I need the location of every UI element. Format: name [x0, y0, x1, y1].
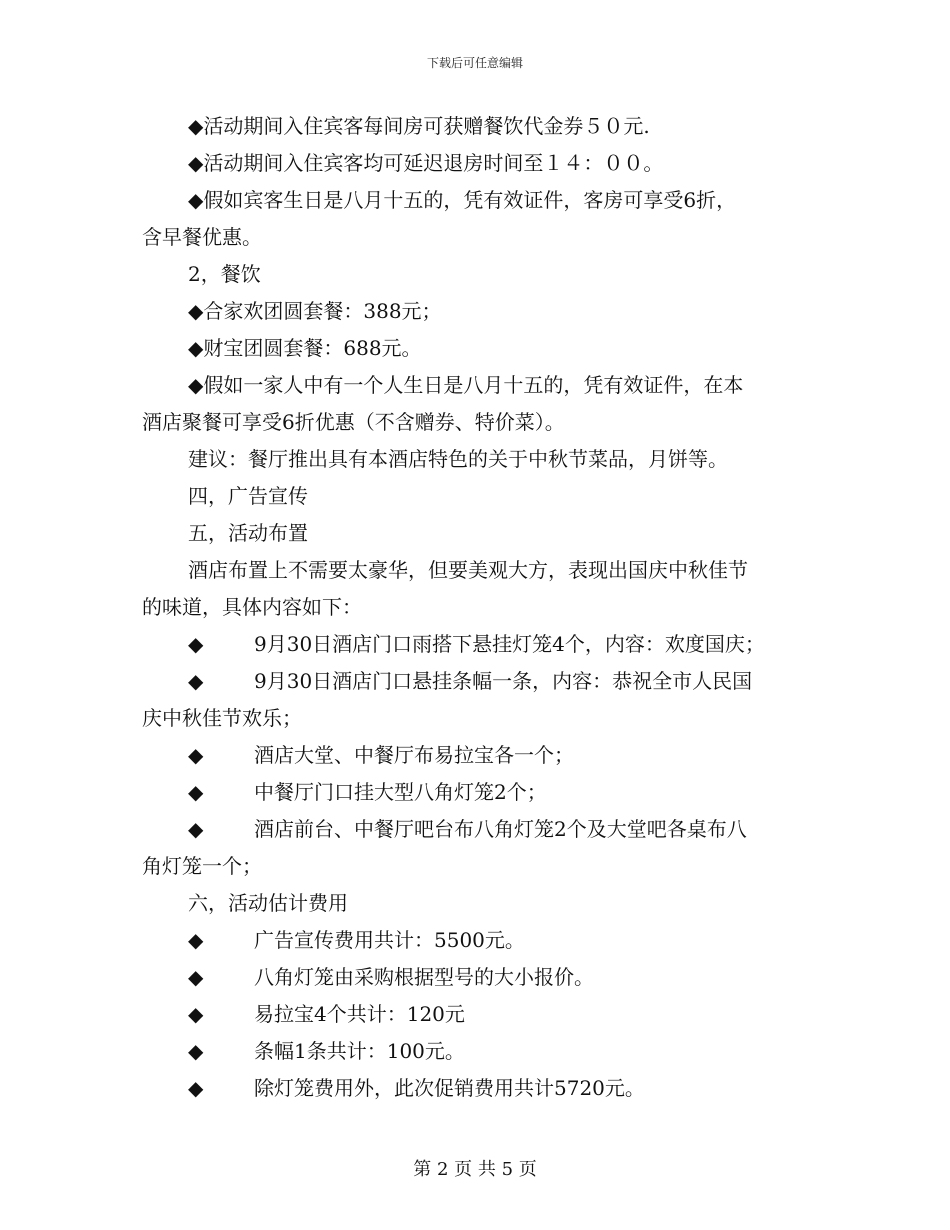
bullet-text: 八角灯笼由采购根据型号的大小报价。: [254, 965, 594, 989]
paragraph-continuation: 酒店聚餐可享受6折优惠（不含赠券、特价菜）。: [142, 410, 565, 434]
bullet-item: [142, 959, 812, 996]
diamond-bullet-icon: ◆: [188, 817, 204, 841]
bullet-item: [142, 922, 812, 959]
paragraph-continuation: 角灯笼一个；: [142, 854, 262, 878]
bullet-item: [142, 1033, 812, 1070]
bullet-text: 除灯笼费用外，此次促销费用共计5720元。: [254, 1076, 645, 1100]
diamond-bullet-icon: ◆: [188, 1076, 204, 1100]
bullet-text: 酒店大堂、中餐厅布易拉宝各一个；: [254, 743, 574, 767]
paragraph-line: ◆假如宾客生日是八月十五的，凭有效证件，客房可享受6折，: [188, 188, 737, 212]
paragraph-line: 四，广告宣传: [188, 484, 308, 508]
paragraph-line: 六，活动估计费用: [188, 891, 348, 915]
bullet-item: [142, 1070, 812, 1107]
diamond-bullet-icon: ◆: [188, 632, 204, 656]
bullet-text: 酒店前台、中餐厅吧台布八角灯笼2个及大堂吧各桌布八: [254, 817, 747, 841]
bullet-text: 易拉宝4个共计：120元: [254, 1002, 465, 1026]
diamond-bullet-icon: ◆: [188, 965, 204, 989]
paragraph-line: ◆活动期间入住宾客均可延迟退房时间至１４：００。: [188, 151, 664, 175]
diamond-bullet-icon: ◆: [188, 780, 204, 804]
paragraph-line: 五，活动布置: [188, 521, 308, 545]
diamond-bullet-icon: ◆: [188, 1039, 204, 1063]
bullet-text: 中餐厅门口挂大型八角灯笼2个；: [254, 780, 547, 804]
diamond-bullet-icon: ◆: [188, 928, 204, 952]
page-header: 下载后可任意编辑: [426, 56, 523, 70]
bullet-item: [142, 663, 812, 700]
paragraph-line: ◆活动期间入住宾客每间房可获赠餐饮代金券５０元.: [188, 114, 650, 138]
paragraph-continuation: 的味道，具体内容如下：: [142, 595, 362, 619]
bullet-item: [142, 626, 812, 663]
paragraph-line: 2，餐饮: [188, 262, 261, 286]
paragraph-line: ◆合家欢团圆套餐：388元；: [188, 299, 442, 323]
bullet-item: [142, 811, 812, 848]
paragraph-continuation: 庆中秋佳节欢乐；: [142, 706, 302, 730]
bullet-text: 条幅1条共计：100元。: [254, 1039, 465, 1063]
bullet-item: [142, 737, 812, 774]
bullet-text: 广告宣传费用共计：5500元。: [254, 928, 525, 952]
paragraph-line: 建议：餐厅推出具有本酒店特色的关于中秋节菜品，月饼等。: [188, 447, 728, 471]
page-number: 第 2 页 共 5 页: [413, 1159, 537, 1180]
document-body: [142, 108, 812, 1107]
bullet-item: [142, 996, 812, 1033]
paragraph-continuation: 含早餐优惠。: [142, 225, 262, 249]
paragraph-line: 酒店布置上不需要太豪华，但要美观大方，表现出国庆中秋佳节: [188, 558, 748, 582]
diamond-bullet-icon: ◆: [188, 1002, 204, 1026]
paragraph-line: ◆假如一家人中有一个人生日是八月十五的，凭有效证件，在本: [188, 373, 744, 397]
diamond-bullet-icon: ◆: [188, 743, 204, 767]
bullet-item: [142, 774, 812, 811]
bullet-text: 9月30日酒店门口雨搭下悬挂灯笼4个，内容：欢度国庆；: [254, 632, 765, 656]
diamond-bullet-icon: ◆: [188, 669, 204, 693]
paragraph-line: ◆财宝团圆套餐：688元。: [188, 336, 422, 360]
bullet-text: 9月30日酒店门口悬挂条幅一条，内容：恭祝全市人民国: [254, 669, 753, 693]
